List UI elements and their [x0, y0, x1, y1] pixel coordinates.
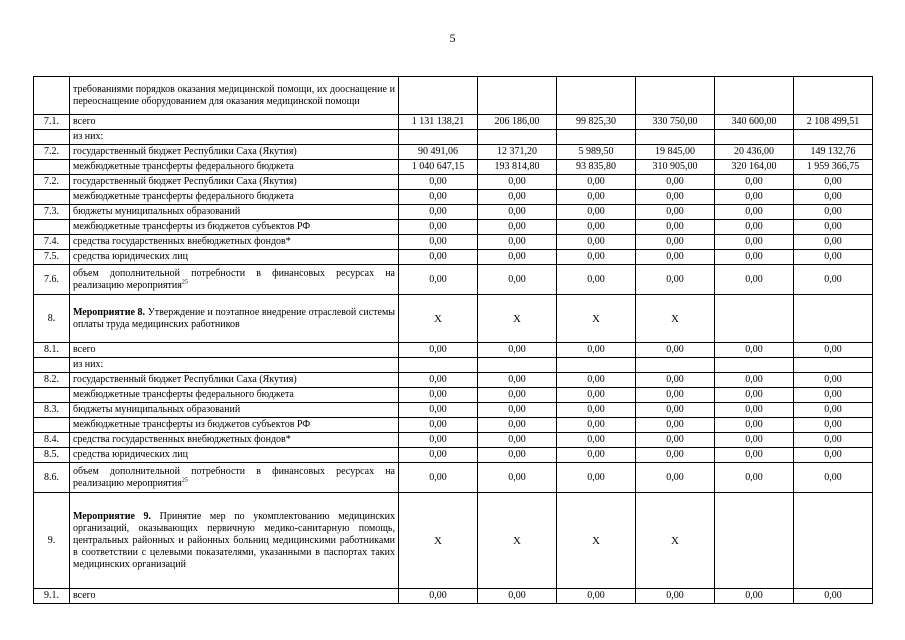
value-cell: 0,00 [478, 190, 557, 205]
value-cell: 0,00 [636, 220, 715, 235]
value-cell: 149 132,76 [794, 145, 873, 160]
value-cell: Х [636, 295, 715, 343]
value-cell: 0,00 [715, 589, 794, 604]
value-cell: 0,00 [636, 190, 715, 205]
value-cell: 0,00 [399, 220, 478, 235]
value-cell: 0,00 [478, 589, 557, 604]
value-cell: 0,00 [715, 175, 794, 190]
value-cell: 0,00 [399, 265, 478, 295]
value-cell: 0,00 [794, 373, 873, 388]
value-cell [715, 130, 794, 145]
footnote-ref: 25 [181, 477, 188, 484]
table-row [34, 388, 873, 403]
value-cell: 0,00 [478, 250, 557, 265]
table-row [34, 115, 873, 130]
row-number: 7.2. [34, 175, 70, 190]
value-cell: 0,00 [636, 433, 715, 448]
value-cell: 0,00 [794, 403, 873, 418]
value-cell: 0,00 [557, 418, 636, 433]
value-cell: Х [478, 493, 557, 589]
value-cell: 0,00 [478, 448, 557, 463]
row-description: из них: [70, 358, 399, 373]
row-number: 9.1. [34, 589, 70, 604]
value-cell: 0,00 [557, 589, 636, 604]
page-number: 5 [449, 31, 456, 45]
row-number: 8.1. [34, 343, 70, 358]
value-cell: 0,00 [478, 403, 557, 418]
row-description: всего [70, 343, 399, 358]
table-row [34, 358, 873, 373]
value-cell: 99 825,30 [557, 115, 636, 130]
value-cell [794, 130, 873, 145]
row-description [70, 463, 399, 493]
value-cell: 0,00 [557, 433, 636, 448]
value-cell: 0,00 [794, 589, 873, 604]
value-cell [399, 358, 478, 373]
value-cell [557, 130, 636, 145]
budget-table [33, 76, 873, 604]
value-cell: 320 164,00 [715, 160, 794, 175]
value-cell: 310 905,00 [636, 160, 715, 175]
table-row [34, 250, 873, 265]
value-cell: Х [478, 295, 557, 343]
value-cell: 0,00 [478, 343, 557, 358]
value-cell: 0,00 [399, 205, 478, 220]
event-label: Мероприятие 9. [73, 510, 152, 522]
value-cell: 0,00 [399, 175, 478, 190]
row-description: средства юридических лиц [70, 448, 399, 463]
row-description: средства юридических лиц [70, 250, 399, 265]
value-cell: 0,00 [715, 463, 794, 493]
table-row [34, 130, 873, 145]
value-cell [478, 130, 557, 145]
value-cell: 19 845,00 [636, 145, 715, 160]
value-cell: 0,00 [399, 343, 478, 358]
row-number [34, 190, 70, 205]
row-description: межбюджетные трансферты из бюджетов субъектов РФ [70, 418, 399, 433]
value-cell: 0,00 [478, 205, 557, 220]
value-cell [715, 295, 794, 343]
value-cell: 0,00 [478, 418, 557, 433]
value-cell: 1 959 366,75 [794, 160, 873, 175]
row-number [34, 220, 70, 235]
value-cell: 0,00 [636, 175, 715, 190]
value-cell: 0,00 [478, 235, 557, 250]
value-cell: 0,00 [399, 235, 478, 250]
value-cell [794, 358, 873, 373]
value-cell [794, 295, 873, 343]
value-cell: 5 989,50 [557, 145, 636, 160]
value-cell: 0,00 [794, 235, 873, 250]
row-number: 8.6. [34, 463, 70, 493]
value-cell: 193 814,80 [478, 160, 557, 175]
row-description [70, 493, 399, 589]
value-cell: 0,00 [557, 403, 636, 418]
table-row [34, 448, 873, 463]
row-number: 7.3. [34, 205, 70, 220]
row-number: 7.2. [34, 145, 70, 160]
row-description: всего [70, 115, 399, 130]
row-description: межбюджетные трансферты федерального бюджета [70, 388, 399, 403]
table-row [34, 160, 873, 175]
value-cell: 0,00 [715, 403, 794, 418]
value-cell [715, 493, 794, 589]
value-cell: 0,00 [636, 463, 715, 493]
value-cell [636, 130, 715, 145]
table-row [34, 343, 873, 358]
value-cell: 0,00 [636, 235, 715, 250]
value-cell: 1 131 138,21 [399, 115, 478, 130]
value-cell: 93 835,80 [557, 160, 636, 175]
value-cell: Х [557, 295, 636, 343]
value-cell [557, 77, 636, 115]
value-cell: 0,00 [557, 250, 636, 265]
value-cell: 0,00 [794, 463, 873, 493]
value-cell: 0,00 [636, 388, 715, 403]
row-number [34, 418, 70, 433]
value-cell: 206 186,00 [478, 115, 557, 130]
table-row [34, 295, 873, 343]
value-cell: 90 491,06 [399, 145, 478, 160]
value-cell [715, 358, 794, 373]
value-cell: 0,00 [715, 205, 794, 220]
value-cell: 0,00 [557, 448, 636, 463]
table-row [34, 463, 873, 493]
row-number: 8.3. [34, 403, 70, 418]
event-text: Принятие мер по укомплектованию медицинских организаций, оказывающих первичную медико-санитарную помощь, центральных районных и районных больниц медицинскими работниками в соответствии с целевыми показателями, указанными в паспортах таких медицинских организаций [73, 510, 395, 570]
value-cell: 0,00 [557, 235, 636, 250]
value-cell: 0,00 [478, 220, 557, 235]
budget-table-body [34, 77, 873, 604]
value-cell: Х [399, 493, 478, 589]
value-cell: 0,00 [715, 250, 794, 265]
value-cell [794, 493, 873, 589]
row-number: 8. [34, 295, 70, 343]
row-description: из них: [70, 130, 399, 145]
value-cell [478, 77, 557, 115]
value-cell [636, 77, 715, 115]
value-cell: 0,00 [557, 373, 636, 388]
event-label: Мероприятие 8. [73, 306, 146, 318]
row-description: государственный бюджет Республики Саха (Якутия) [70, 373, 399, 388]
value-cell: 0,00 [794, 175, 873, 190]
value-cell: 0,00 [478, 463, 557, 493]
value-cell: 0,00 [399, 433, 478, 448]
value-cell: 0,00 [399, 463, 478, 493]
value-cell: 0,00 [636, 589, 715, 604]
table-row [34, 77, 873, 115]
value-cell: 0,00 [794, 448, 873, 463]
row-description: межбюджетные трансферты из бюджетов субъектов РФ [70, 220, 399, 235]
value-cell: 0,00 [636, 250, 715, 265]
value-cell: 0,00 [794, 418, 873, 433]
value-cell: 0,00 [636, 448, 715, 463]
value-cell: 0,00 [399, 448, 478, 463]
row-description: межбюджетные трансферты федерального бюджета [70, 190, 399, 205]
row-description: государственный бюджет Республики Саха (Якутия) [70, 145, 399, 160]
value-cell [636, 358, 715, 373]
value-cell [399, 130, 478, 145]
table-row [34, 418, 873, 433]
row-number: 7.1. [34, 115, 70, 130]
value-cell: 0,00 [557, 388, 636, 403]
table-row [34, 403, 873, 418]
value-cell: 20 436,00 [715, 145, 794, 160]
row-number: 8.4. [34, 433, 70, 448]
value-cell: 340 600,00 [715, 115, 794, 130]
value-cell: 0,00 [399, 403, 478, 418]
row-number: 8.2. [34, 373, 70, 388]
value-cell: 0,00 [715, 388, 794, 403]
value-cell: 330 750,00 [636, 115, 715, 130]
value-cell: 0,00 [794, 343, 873, 358]
value-cell: 0,00 [636, 205, 715, 220]
value-cell: 0,00 [557, 175, 636, 190]
value-cell: 0,00 [715, 265, 794, 295]
table-row [34, 205, 873, 220]
value-cell: 0,00 [715, 235, 794, 250]
value-cell: 0,00 [399, 190, 478, 205]
table-row [34, 190, 873, 205]
row-number [34, 77, 70, 115]
value-cell: 0,00 [557, 265, 636, 295]
value-cell: 0,00 [399, 373, 478, 388]
value-cell: 0,00 [557, 463, 636, 493]
value-cell: 0,00 [794, 265, 873, 295]
need-text: объем дополнительной потребности в финансовых ресурсах на реализацию мероприятия [73, 267, 395, 291]
value-cell: 0,00 [715, 433, 794, 448]
value-cell: 0,00 [794, 205, 873, 220]
value-cell: 0,00 [715, 220, 794, 235]
value-cell: 0,00 [557, 190, 636, 205]
value-cell: 0,00 [478, 175, 557, 190]
row-description: бюджеты муниципальных образований [70, 205, 399, 220]
need-text: объем дополнительной потребности в финансовых ресурсах на реализацию мероприятия [73, 465, 395, 489]
row-description: требованиями порядков оказания медицинской помощи, их дооснащение и переоснащение оборудованием для оказания медицинской помощи [70, 77, 399, 115]
row-number [34, 130, 70, 145]
value-cell: 0,00 [794, 388, 873, 403]
value-cell: 0,00 [399, 418, 478, 433]
value-cell: 0,00 [794, 220, 873, 235]
value-cell [715, 77, 794, 115]
row-number [34, 388, 70, 403]
value-cell [478, 358, 557, 373]
value-cell [794, 77, 873, 115]
value-cell: 12 371,20 [478, 145, 557, 160]
row-number: 7.4. [34, 235, 70, 250]
footnote-ref: 25 [181, 279, 188, 286]
value-cell: 0,00 [715, 418, 794, 433]
table-row [34, 589, 873, 604]
table-row [34, 265, 873, 295]
value-cell: 0,00 [636, 403, 715, 418]
value-cell: 0,00 [478, 433, 557, 448]
table-row [34, 145, 873, 160]
value-cell: Х [636, 493, 715, 589]
row-description: всего [70, 589, 399, 604]
value-cell: 0,00 [557, 343, 636, 358]
value-cell: 0,00 [478, 265, 557, 295]
row-description [70, 295, 399, 343]
row-description: средства государственных внебюджетных фондов* [70, 433, 399, 448]
table-row [34, 220, 873, 235]
table-row [34, 235, 873, 250]
value-cell: 0,00 [715, 190, 794, 205]
value-cell: 0,00 [636, 343, 715, 358]
table-row [34, 433, 873, 448]
table-row [34, 493, 873, 589]
row-number: 7.5. [34, 250, 70, 265]
value-cell [399, 77, 478, 115]
value-cell: Х [399, 295, 478, 343]
value-cell: 0,00 [636, 265, 715, 295]
row-number: 9. [34, 493, 70, 589]
row-number: 8.5. [34, 448, 70, 463]
value-cell: 0,00 [399, 250, 478, 265]
value-cell: 1 040 647,15 [399, 160, 478, 175]
value-cell: Х [557, 493, 636, 589]
value-cell: 0,00 [715, 373, 794, 388]
value-cell: 0,00 [557, 205, 636, 220]
row-description: государственный бюджет Республики Саха (Якутия) [70, 175, 399, 190]
value-cell: 0,00 [794, 190, 873, 205]
value-cell: 0,00 [399, 589, 478, 604]
value-cell: 0,00 [399, 388, 478, 403]
value-cell: 0,00 [478, 388, 557, 403]
value-cell: 0,00 [636, 418, 715, 433]
table-row [34, 373, 873, 388]
value-cell: 0,00 [715, 343, 794, 358]
row-description: бюджеты муниципальных образований [70, 403, 399, 418]
row-number [34, 160, 70, 175]
value-cell: 2 108 499,51 [794, 115, 873, 130]
value-cell: 0,00 [715, 448, 794, 463]
value-cell: 0,00 [794, 250, 873, 265]
row-description: средства государственных внебюджетных фондов* [70, 235, 399, 250]
row-description [70, 265, 399, 295]
row-number [34, 358, 70, 373]
value-cell: 0,00 [557, 220, 636, 235]
row-description: межбюджетные трансферты федерального бюджета [70, 160, 399, 175]
value-cell: 0,00 [478, 373, 557, 388]
table-row [34, 175, 873, 190]
value-cell [557, 358, 636, 373]
row-number: 7.6. [34, 265, 70, 295]
value-cell: 0,00 [794, 433, 873, 448]
event-text: Утверждение и поэтапное внедрение отраслевой системы оплаты труда медицинских работников [73, 306, 395, 330]
value-cell: 0,00 [636, 373, 715, 388]
